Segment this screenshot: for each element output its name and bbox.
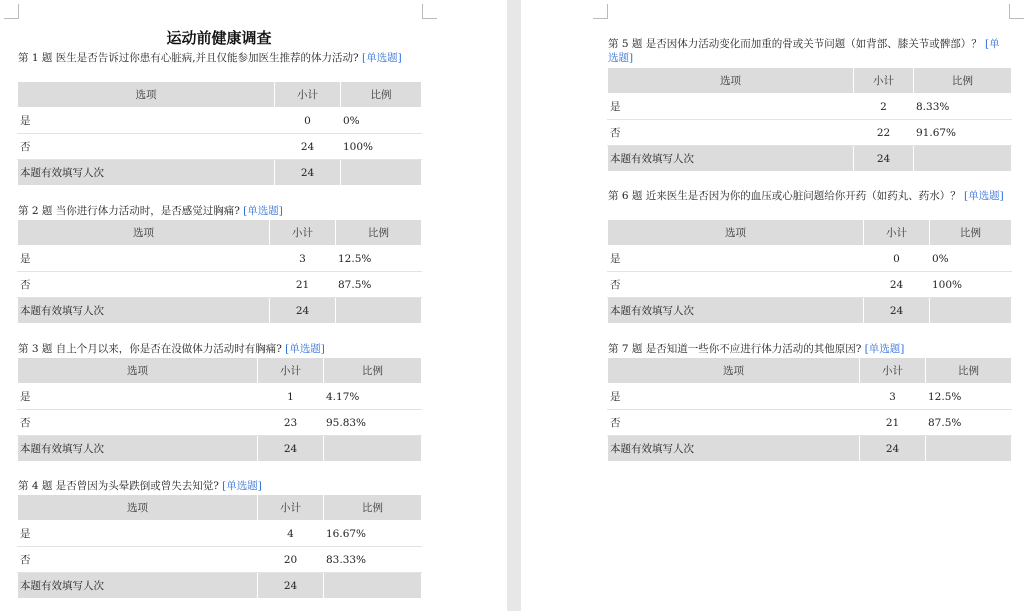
table-total-row [18, 573, 422, 599]
ratio-cell: 83.33% [324, 547, 422, 573]
header-ratio: 比例 [914, 68, 1012, 94]
total-count: 24 [258, 436, 324, 462]
table-row [608, 94, 1012, 120]
ratio-cell: 0% [930, 246, 1012, 272]
total-count: 24 [270, 298, 336, 324]
header-option: 选项 [608, 68, 854, 94]
option-cell: 是 [18, 108, 275, 134]
table-header-row [608, 68, 1012, 94]
option-cell: 是 [18, 521, 258, 547]
question-type-link[interactable]: [单选题] [243, 205, 283, 217]
result-table-q1 [17, 81, 422, 186]
total-label: 本题有效填写人次 [608, 298, 864, 324]
total-label: 本题有效填写人次 [18, 573, 258, 599]
table-header-row [18, 358, 422, 384]
question-type-link[interactable]: [单选题] [964, 190, 1004, 202]
table-row [18, 410, 422, 436]
count-cell: 0 [864, 246, 930, 272]
table-header-row [608, 358, 1012, 384]
option-cell: 否 [18, 410, 258, 436]
count-cell: 24 [275, 134, 341, 160]
page-corner-mark [1009, 4, 1024, 19]
option-cell: 否 [18, 134, 275, 160]
page-corner-mark [422, 4, 437, 19]
total-ratio-empty [336, 298, 422, 324]
count-cell: 21 [860, 410, 926, 436]
total-ratio-empty [930, 298, 1012, 324]
header-ratio: 比例 [341, 82, 422, 108]
table-total-row [18, 436, 422, 462]
question-1 [18, 51, 422, 65]
total-ratio-empty [926, 436, 1012, 462]
count-cell: 1 [258, 384, 324, 410]
ratio-cell: 95.83% [324, 410, 422, 436]
total-count: 24 [854, 146, 914, 172]
table-row [18, 272, 422, 298]
total-label: 本题有效填写人次 [608, 146, 854, 172]
question-text: 第 7 题 是否知道一些你不应进行体力活动的其他原因? [608, 343, 862, 355]
question-text: 第 1 题 医生是否告诉过你患有心脏病,并且仅能参加医生推荐的体力活动? [18, 52, 359, 64]
header-option: 选项 [608, 358, 860, 384]
total-label: 本题有效填写人次 [608, 436, 860, 462]
total-count: 24 [258, 573, 324, 599]
header-count: 小计 [258, 358, 324, 384]
question-4 [18, 479, 422, 493]
ratio-cell: 100% [930, 272, 1012, 298]
count-cell: 20 [258, 547, 324, 573]
ratio-cell: 87.5% [926, 410, 1012, 436]
table-row [608, 384, 1012, 410]
question-type-link[interactable]: [单选题] [864, 343, 905, 355]
table-header-row [18, 495, 422, 521]
question-type-link[interactable]: [单选题] [285, 343, 325, 355]
survey-title: 运动前健康调查 [166, 29, 272, 47]
table-total-row [608, 146, 1012, 172]
question-6 [608, 189, 1010, 203]
option-cell: 是 [608, 94, 854, 120]
count-cell: 4 [258, 521, 324, 547]
header-option: 选项 [608, 220, 864, 246]
option-cell: 是 [608, 384, 860, 410]
total-ratio-empty [324, 436, 422, 462]
result-table-q4 [17, 494, 422, 599]
total-label: 本题有效填写人次 [18, 298, 270, 324]
table-row [18, 246, 422, 272]
ratio-cell: 4.17% [324, 384, 422, 410]
question-text: 第 5 题 是否因体力活动变化而加重的骨或关节问题（如背部、膝关节或髀部）？ [608, 38, 982, 50]
count-cell: 0 [275, 108, 341, 134]
table-row [18, 108, 422, 134]
result-table-q6 [607, 219, 1012, 324]
header-count: 小计 [258, 495, 324, 521]
option-cell: 是 [18, 384, 258, 410]
total-count: 24 [860, 436, 926, 462]
header-option: 选项 [18, 220, 270, 246]
page-corner-mark [593, 4, 608, 19]
table-row [18, 521, 422, 547]
header-ratio: 比例 [930, 220, 1012, 246]
option-cell: 否 [608, 272, 864, 298]
ratio-cell: 91.67% [914, 120, 1012, 146]
header-count: 小计 [275, 82, 341, 108]
table-row [608, 410, 1012, 436]
header-ratio: 比例 [324, 495, 422, 521]
count-cell: 3 [860, 384, 926, 410]
question-text: 第 4 题 是否曾因为头晕跌倒或曾失去知觉? [18, 480, 219, 492]
header-count: 小计 [270, 220, 336, 246]
ratio-cell: 8.33% [914, 94, 1012, 120]
total-count: 24 [864, 298, 930, 324]
question-2 [18, 204, 422, 218]
question-type-link[interactable]: [单选题] [608, 38, 1000, 64]
count-cell: 2 [854, 94, 914, 120]
ratio-cell: 0% [341, 108, 422, 134]
total-label: 本题有效填写人次 [18, 160, 275, 186]
table-row [608, 120, 1012, 146]
result-table-q2 [17, 219, 422, 324]
header-count: 小计 [854, 68, 914, 94]
result-table-q3 [17, 357, 422, 462]
question-5 [608, 37, 1010, 65]
total-count: 24 [275, 160, 341, 186]
count-cell: 22 [854, 120, 914, 146]
header-option: 选项 [18, 358, 258, 384]
ratio-cell: 16.67% [324, 521, 422, 547]
count-cell: 23 [258, 410, 324, 436]
option-cell: 否 [18, 272, 270, 298]
ratio-cell: 12.5% [336, 246, 422, 272]
count-cell: 3 [270, 246, 336, 272]
question-text: 第 6 题 近来医生是否因为你的血压或心脏问题给你开药（如药丸、药水）？ [608, 190, 961, 202]
ratio-cell: 12.5% [926, 384, 1012, 410]
document-page-right [521, 0, 1024, 611]
header-count: 小计 [864, 220, 930, 246]
table-row [608, 246, 1012, 272]
header-ratio: 比例 [336, 220, 422, 246]
option-cell: 是 [18, 246, 270, 272]
ratio-cell: 100% [341, 134, 422, 160]
question-3 [18, 342, 422, 356]
header-option: 选项 [18, 82, 275, 108]
table-row [18, 547, 422, 573]
count-cell: 21 [270, 272, 336, 298]
table-total-row [18, 160, 422, 186]
option-cell: 否 [608, 410, 860, 436]
result-table-q7 [607, 357, 1012, 462]
table-row [18, 384, 422, 410]
header-option: 选项 [18, 495, 258, 521]
question-text: 第 3 题 自上个月以来，你是否在没做体力活动时有胸痛? [18, 343, 282, 355]
table-header-row [608, 220, 1012, 246]
table-total-row [608, 436, 1012, 462]
ratio-cell: 87.5% [336, 272, 422, 298]
document-page-left [0, 0, 507, 611]
total-label: 本题有效填写人次 [18, 436, 258, 462]
question-type-link[interactable]: [单选题] [362, 52, 402, 64]
option-cell: 否 [608, 120, 854, 146]
table-header-row [18, 82, 422, 108]
header-ratio: 比例 [926, 358, 1012, 384]
table-row [18, 134, 422, 160]
header-ratio: 比例 [324, 358, 422, 384]
table-total-row [608, 298, 1012, 324]
table-row [608, 272, 1012, 298]
total-ratio-empty [914, 146, 1012, 172]
count-cell: 24 [864, 272, 930, 298]
table-header-row [18, 220, 422, 246]
option-cell: 否 [18, 547, 258, 573]
total-ratio-empty [324, 573, 422, 599]
result-table-q5 [607, 67, 1012, 172]
table-total-row [18, 298, 422, 324]
question-text: 第 2 题 当你进行体力活动时，是否感觉过胸痛? [18, 205, 240, 217]
option-cell: 是 [608, 246, 864, 272]
question-7 [608, 342, 1010, 356]
question-type-link[interactable]: [单选题] [222, 480, 262, 492]
page-corner-mark [4, 4, 19, 19]
total-ratio-empty [341, 160, 422, 186]
header-count: 小计 [860, 358, 926, 384]
